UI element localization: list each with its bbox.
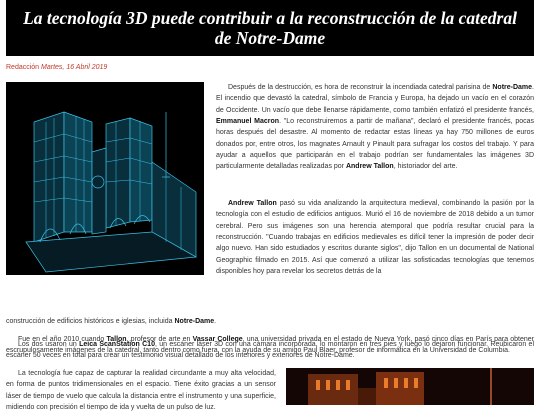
scan-illustration — [6, 82, 204, 275]
byline-author: Redacción — [6, 64, 42, 71]
title-bar — [6, 0, 534, 56]
paragraph-5: La tecnología fue capaz de capturar la realidad circundante a muy alta velocidad, en forma de puntos tridimensionales en el espacio. Tiene éxito gracias a un sensor láser de tiempo de vuelo que calcula la distancia entre el instrumento y una superficie, midiendo con precisión el tiempo de ida y vuelta de un pulso de luz. — [6, 370, 276, 412]
article-title: La tecnología 3D puede contribuir a la reconstrucción de la catedral de Notre-Dame — [23, 8, 517, 48]
paragraph-3: Fue en el año 2010 cuando Tallon, profesor de arte en Vassar College, una universidad privada en el estado de Nueva York, pasó cinco días en París para obtener escrupulosamente imágenes de la catedral, tanto dentro como fuera, con la ayuda de su amigo Paul Blaer, profesor de informática en la Universidad de Columbia. — [6, 336, 535, 355]
paragraph-4-final: Los dos usaron un Leica ScanStation C10, un escáner láser 3D con una cámara incorporada, lo montaron en tres pies y luego lo dejaron funcionar. Reubicaron el escáner 50 veces en total para crear un testimonio visual detallado de los interiores y exteriores de Notre-Dame. — [6, 341, 535, 360]
notre-dame-night-photo — [286, 368, 534, 405]
byline — [6, 64, 107, 71]
notre-dame-3d-scan-image — [6, 82, 204, 275]
night-photo-illustration — [286, 368, 534, 405]
paragraph-1: Después de la destrucción, es hora de reconstruir la incendiada catedral parisina de Notre-Dame. El incendio que devastó la catedral, símbolo de Francia y Europa, ha dejado un vacío en el corazón de Occidente. Un vacío que debe llenarse rápidamente, como también enfatizó el presidente francés, Emmanuel Macron. "Lo reconstruiremos a partir de mañana", declaró el presidente francés, pocas horas después del desastre. Al momento de redactar estas líneas ya hay 750 millones de euros donados por, entre otros, los magnates Arnault y Pinault para sufragar los costos del trabajo. Y para ayudar a aquellos que participarán en el trabajo podrían ser fundamentales las imágenes 3D particularmente detalladas realizadas por Andrew Tallon, historiador del arte. — [216, 84, 534, 171]
byline-date: Martes, 16 Abril 2019 — [41, 64, 108, 71]
paragraph-2: Andrew Tallon pasó su vida analizando la arquitectura medieval, combinando la pasión por la tecnología con el estudio de edificios antiguos. Murió el 16 de noviembre de 2018 debido a un tumor cerebral. Pero sus imágenes son una herencia atemporal que podría resultar crucial para la reconstrucción. "Cuando trabajas en edificios medievales es difícil tener la impresión de poder decir algo nuevo. Han sido estudiados y escritos durante siglos", dijo Tallon en un documental de National Geographic filmado en 2015. Así que comenzó a utilizar las sofisticadas tecnologías que tenemos disponibles hoy para revelar los secretos detrás de la — [216, 200, 534, 276]
paragraph-2-continued: construcción de edificios históricos e iglesias, incluida Notre-Dame. — [6, 318, 217, 325]
